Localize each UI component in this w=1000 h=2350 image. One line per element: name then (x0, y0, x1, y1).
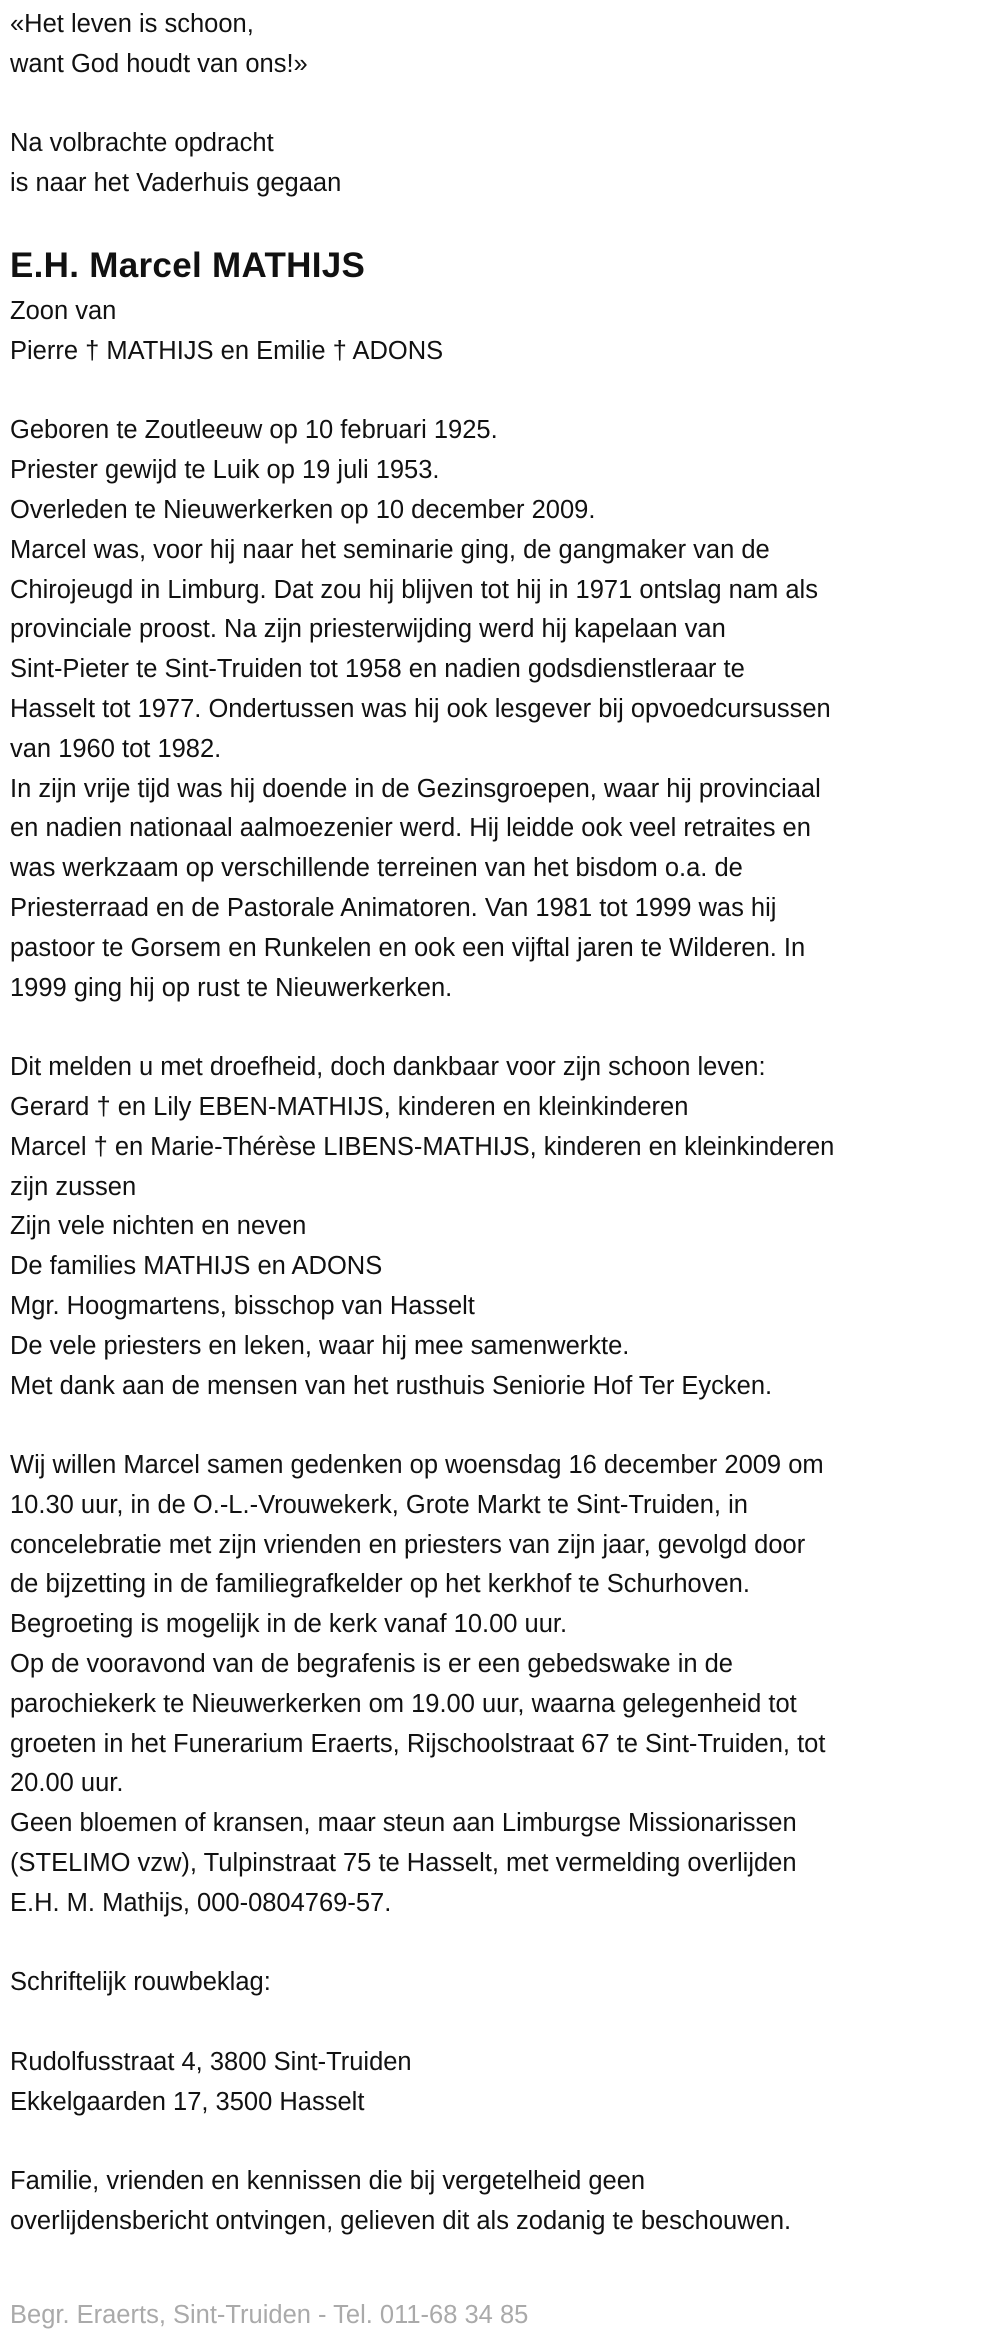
parents-names: Pierre † MATHIJS en Emilie † ADONS (10, 336, 444, 365)
bio-line: Sint-Pieter te Sint-Truiden tot 1958 en nadien godsdienstleraar te (10, 655, 745, 684)
address-line: Ekkelgaarden 17, 3500 Hasselt (10, 2087, 365, 2116)
bio-line: van 1960 tot 1982. (10, 734, 222, 763)
bio-line: was werkzaam op verschillende terreinen van het bisdom o.a. de (10, 854, 743, 883)
service-line: 10.30 uur, in de O.-L.-Vrouwekerk, Grote Markt te Sint-Truiden, in (10, 1490, 748, 1519)
service-details (10, 1446, 1000, 1924)
bio-line: Geboren te Zoutleeuw op 10 februari 1925. (10, 416, 498, 445)
bio-line: pastoor te Gorsem en Runkelen en ook een vijftal jaren te Wilderen. In (10, 933, 806, 962)
bio-line: 1999 ging hij op rust te Nieuwerkerken. (10, 973, 453, 1002)
spacer (10, 1406, 1000, 1446)
bio-line: provinciale proost. Na zijn priesterwijding werd hij kapelaan van (10, 615, 726, 644)
bio-line: Hasselt tot 1977. Ondertussen was hij ook lesgever bij opvoedcursussen (10, 694, 831, 723)
bio-line: en nadien nationaal aalmoezenier werd. Hij leidde ook veel retraites en (10, 814, 811, 843)
mourner-line: De vele priesters en leken, waar hij mee samenwerkte. (10, 1331, 630, 1360)
intro-line: Na volbrachte opdracht (10, 129, 274, 158)
service-line: Geen bloemen of kransen, maar steun aan Limburgse Missionarissen (10, 1809, 797, 1838)
spacer (10, 1008, 1000, 1048)
service-line: concelebratie met zijn vrienden en priesters van zijn jaar, gevolgd door (10, 1530, 806, 1559)
mourner-line: Gerard † en Lily EBEN-MATHIJS, kinderen en kleinkinderen (10, 1092, 689, 1121)
intro-quote (10, 5, 1000, 204)
service-line: Begroeting is mogelijk in de kerk vanaf 10.00 uur. (10, 1610, 568, 1639)
funeral-home-footer: Begr. Eraerts, Sint-Truiden - Tel. 011-68 34 85 (10, 2300, 529, 2329)
spacer (10, 85, 1000, 125)
intro-line: is naar het Vaderhuis gegaan (10, 169, 342, 198)
mourner-line: Zijn vele nichten en neven (10, 1212, 307, 1241)
mourner-line: Mgr. Hoogmartens, bisschop van Hasselt (10, 1291, 475, 1320)
mourner-line: De families MATHIJS en ADONS (10, 1252, 383, 1281)
bio-line: Priesterraad en de Pastorale Animatoren. Van 1981 tot 1999 was hij (10, 893, 777, 922)
service-line: de bijzetting in de familiegrafkelder op het kerkhof te Schurhoven. (10, 1570, 750, 1599)
condolence-label: Schriftelijk rouwbeklag: (10, 1968, 271, 1997)
mourner-line: zijn zussen (10, 1172, 137, 1201)
quote-line: «Het leven is schoon, (10, 10, 254, 38)
service-line: Wij willen Marcel samen gedenken op woensdag 16 december 2009 om (10, 1451, 824, 1480)
deceased-name: E.H. Marcel MATHIJS (10, 245, 366, 285)
bio-line: Overleden te Nieuwerkerken op 10 december 2009. (10, 495, 596, 524)
mourner-line: Dit melden u met droefheid, doch dankbaar voor zijn schoon leven: (10, 1053, 766, 1082)
quote-line: want God houdt van ons!» (10, 49, 308, 78)
bio-line: Priester gewijd te Luik op 19 juli 1953. (10, 456, 440, 485)
service-line: (STELIMO vzw), Tulpinstraat 75 te Hasselt, met vermelding overlijden (10, 1849, 797, 1878)
address-line: Rudolfusstraat 4, 3800 Sint-Truiden (10, 2048, 412, 2077)
bio-line: Chirojeugd in Limburg. Dat zou hij blijven tot hij in 1971 ontslag nam als (10, 575, 818, 604)
biography (10, 411, 1000, 1008)
spacer (10, 2003, 1000, 2043)
bio-line: Marcel was, voor hij naar het seminarie ging, de gangmaker van de (10, 535, 770, 564)
spacer (10, 2123, 1000, 2163)
service-line: E.H. M. Mathijs, 000-0804769-57. (10, 1888, 392, 1917)
mourner-line: Marcel † en Marie-Thérèse LIBENS-MATHIJS, kinderen en kleinkinderen (10, 1132, 835, 1161)
spacer (10, 1924, 1000, 1964)
mourner-line: Met dank aan de mensen van het rusthuis Seniorie Hof Ter Eycken. (10, 1371, 773, 1400)
closing-line: overlijdensbericht ontvingen, gelieven dit als zodanig te beschouwen. (10, 2207, 792, 2236)
service-line: Op de vooravond van de begrafenis is er een gebedswake in de (10, 1650, 733, 1679)
closing-line: Familie, vrienden en kennissen die bij vergetelheid geen (10, 2167, 646, 2196)
bio-line: In zijn vrije tijd was hij doende in de Gezinsgroepen, waar hij provinciaal (10, 774, 821, 803)
spacer (10, 2242, 1000, 2282)
parents-label: Zoon van (10, 296, 117, 325)
service-line: parochiekerk te Nieuwerkerken om 19.00 uur, waarna gelegenheid tot (10, 1689, 797, 1718)
mourners-list (10, 1048, 1000, 1406)
service-line: groeten in het Funerarium Eraerts, Rijschoolstraat 67 te Sint-Truiden, tot (10, 1729, 826, 1758)
service-line: 20.00 uur. (10, 1769, 124, 1798)
spacer (10, 372, 1000, 412)
